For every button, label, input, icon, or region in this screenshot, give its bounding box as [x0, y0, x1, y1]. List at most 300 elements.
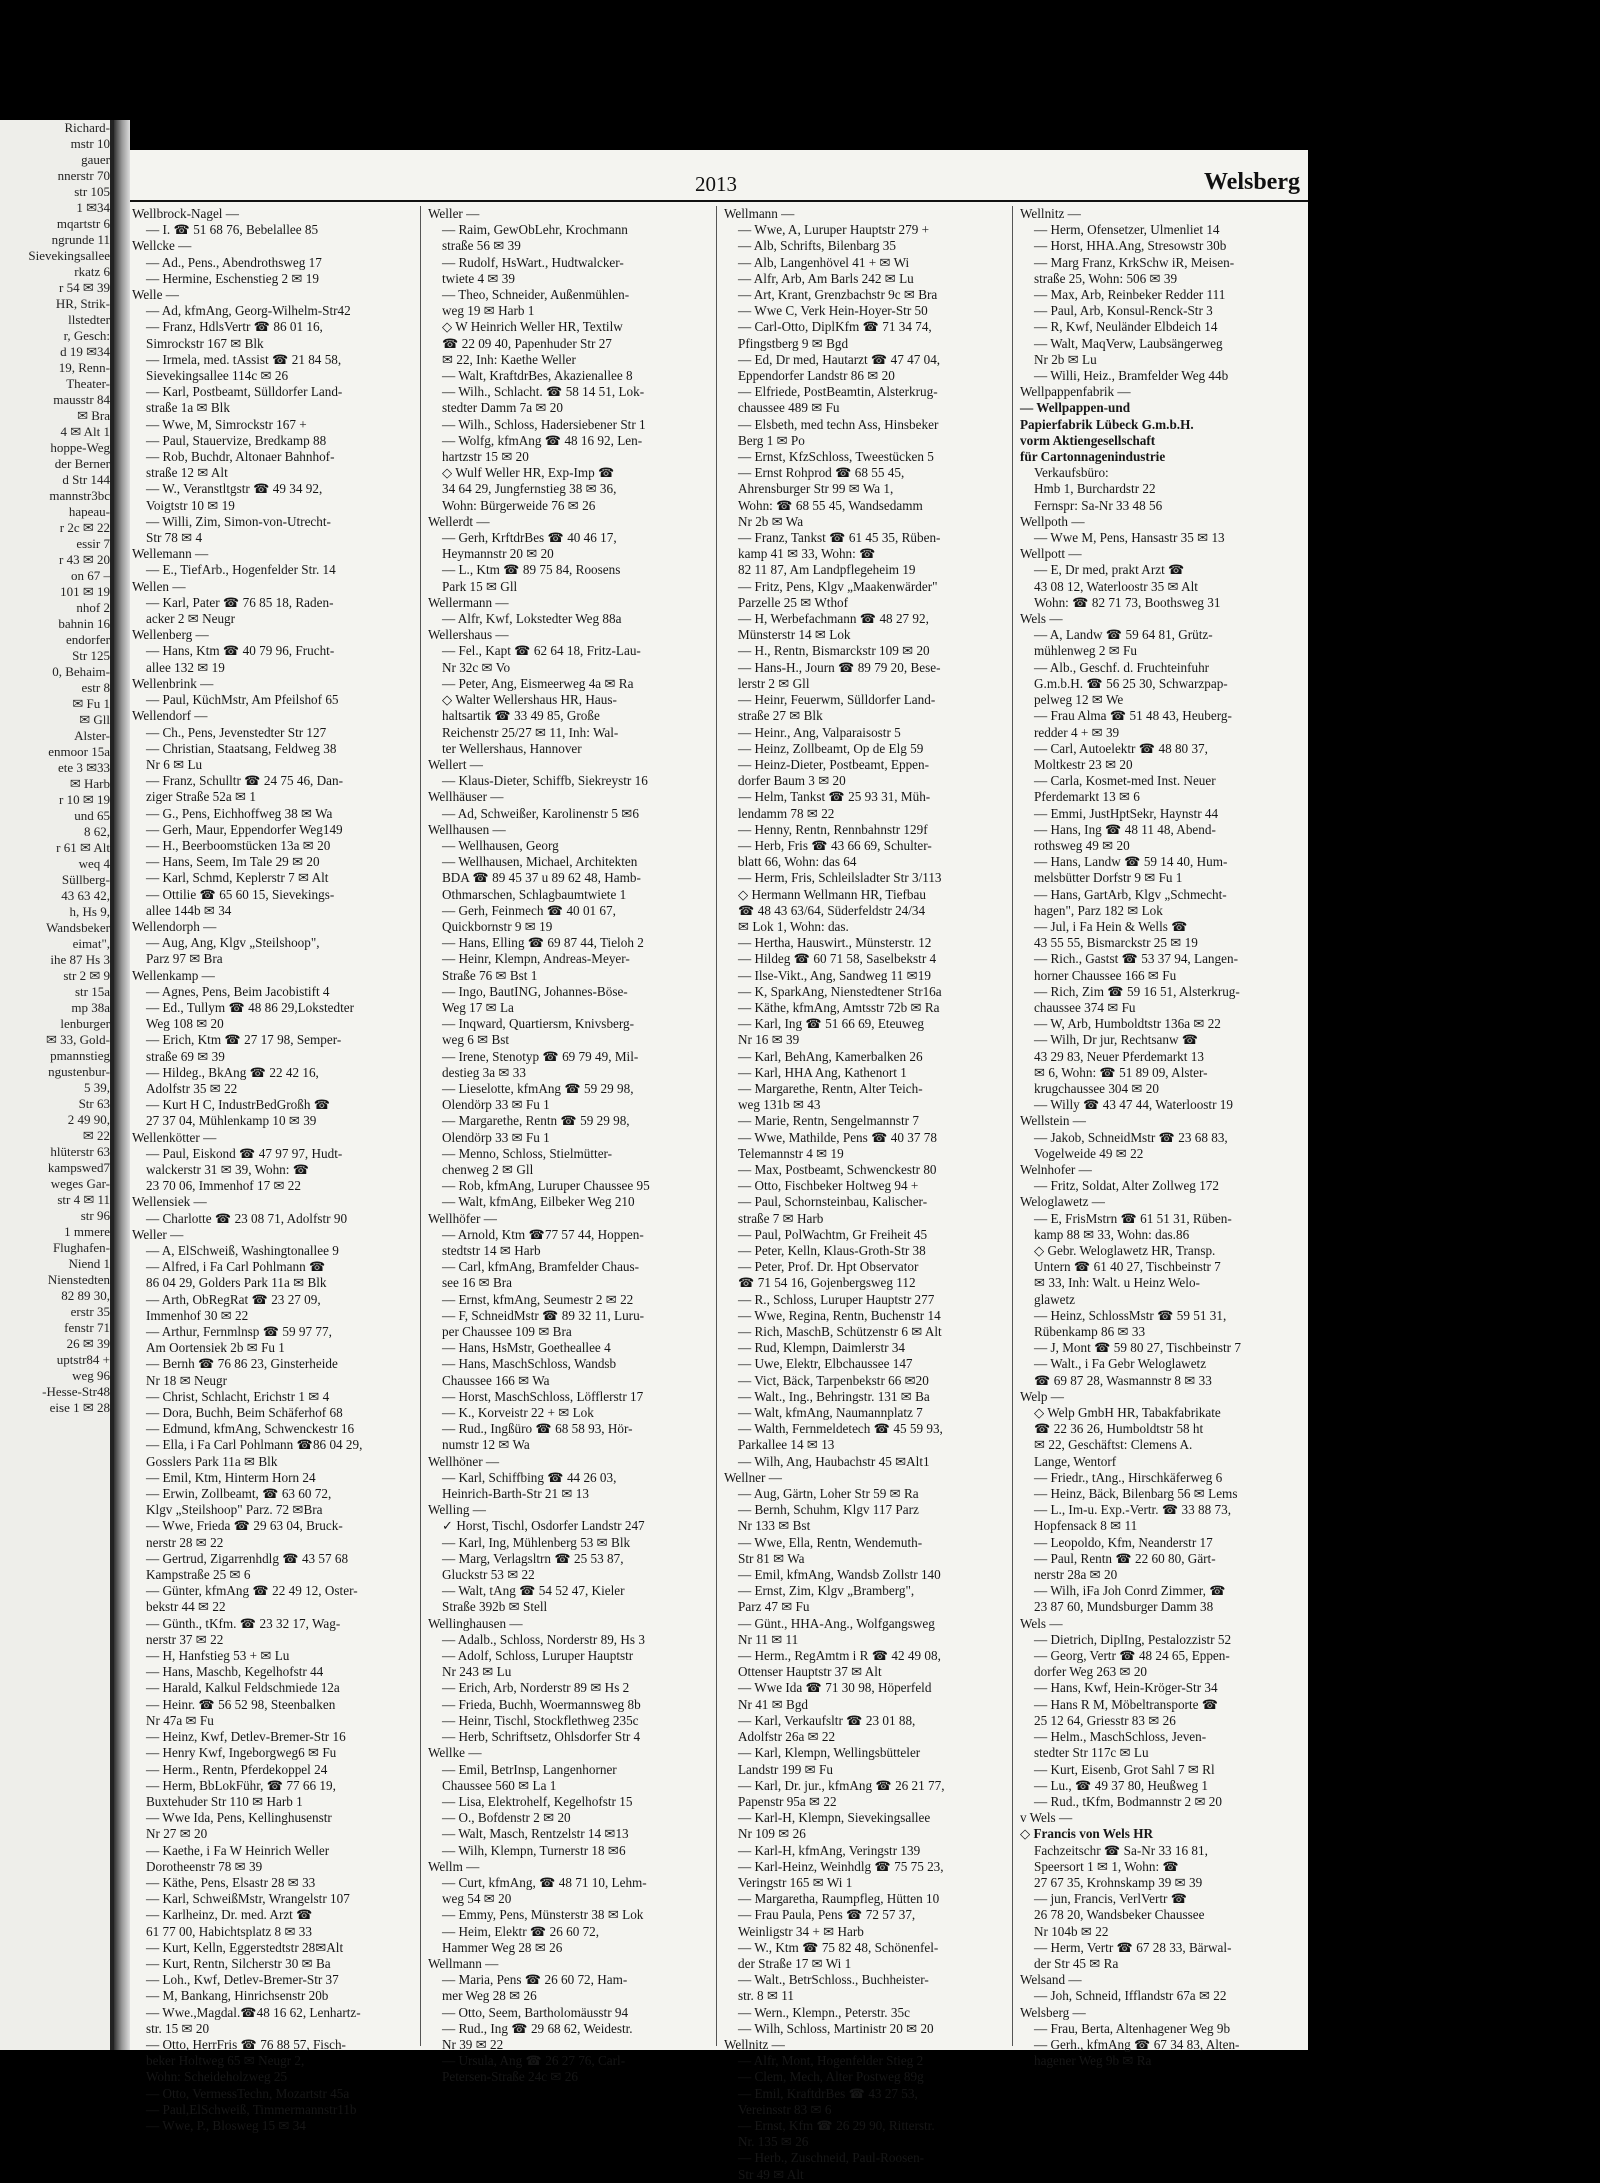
directory-entry: Eppendorfer Landstr 86 ✉ 20 — [738, 368, 895, 384]
directory-entry: acker 2 ✉ Neugr — [146, 611, 236, 627]
directory-entry: blatt 66, Wohn: das 64 — [738, 854, 857, 870]
directory-entry: hagener Weg 9b ✉ Ra — [1034, 2053, 1152, 2069]
directory-entry: — M, Bankang, Hinrichsenstr 20b — [146, 1988, 329, 2004]
directory-entry: — Lu., ☎ 49 37 80, Heußweg 1 — [1034, 1777, 1208, 1793]
directory-entry: chenweg 2 ✉ Gll — [442, 1161, 534, 1177]
directory-entry: — Erich, Ktm ☎ 27 17 98, Semper- — [146, 1032, 342, 1048]
directory-entry: — Hans, Seem, Im Tale 29 ✉ 20 — [146, 854, 320, 870]
directory-entry: str. 8 ✉ 11 — [738, 1988, 794, 2004]
left-page-fragment: ngustenbur- — [48, 1064, 110, 1079]
surname-heading: v Wels — — [1020, 1810, 1073, 1826]
left-page-fragment: Niend 1 — [68, 1256, 110, 1271]
surname-heading: Weller — — [428, 206, 480, 221]
directory-entry: — Ella, i Fa Carl Pohlmann ☎86 04 29, — [146, 1437, 363, 1453]
directory-entry: für Cartonnagenindustrie — [1020, 449, 1166, 465]
directory-entry: — Otto, VermessTechn, Mozartstr 45a — [146, 2085, 350, 2101]
directory-entry: — Carla, Kosmet-med Inst. Neuer — [1034, 773, 1216, 789]
directory-entry: — W., Veranstltgstr ☎ 49 34 92, — [146, 481, 323, 497]
directory-entry: — Karl, Ing, Mühlenberg 53 ✉ Blk — [442, 1534, 631, 1550]
left-page-fragment: on 67 – — [71, 568, 110, 583]
directory-entry: — Raim, GewObLehr, Krochmann — [442, 222, 628, 238]
directory-entry: — Käthe, Pens, Elsastr 28 ✉ 33 — [146, 1874, 316, 1890]
left-page-fragment: ihe 87 Hs 3 — [50, 952, 110, 967]
left-page-fragment: 43 63 42, — [61, 888, 110, 903]
directory-entry: rothsweg 49 ✉ 20 — [1034, 837, 1130, 853]
directory-entry: ☎ 69 87 28, Wasmannstr 8 ✉ 33 — [1034, 1372, 1212, 1388]
directory-entry: — Karl, Klempn, Wellingsbütteler — [738, 1745, 921, 1761]
left-page-fragment: erstr 35 — [70, 1304, 110, 1319]
directory-entry: — Adolf, Schloss, Luruper Hauptstr — [442, 1648, 634, 1664]
directory-entry: Fernspr: Sa-Nr 33 48 56 — [1034, 497, 1163, 513]
directory-entry: — Paul, Arb, Konsul-Renck-Str 3 — [1034, 303, 1213, 319]
directory-entry: — Walt, kfmAng, Eilbeker Weg 210 — [442, 1194, 635, 1210]
directory-entry: weg 19 ✉ Harb 1 — [442, 303, 535, 319]
directory-entry: — Heinr. ☎ 56 52 98, Steenbalken — [146, 1696, 336, 1712]
directory-entry: — Fritz, Soldat, Alter Zollweg 172 — [1034, 1178, 1219, 1194]
directory-entry: Wohn: Bürgerweide 76 ✉ 26 — [442, 497, 596, 513]
directory-entry: ✉ 22, Geschäftst: Clemens A. — [1034, 1437, 1193, 1453]
page-header — [130, 160, 1308, 202]
directory-entry: Immenhof 30 ✉ 22 — [146, 1307, 249, 1323]
left-page-fragment: ✉ Fu 1 — [72, 696, 110, 711]
directory-entry: Papierfabrik Lübeck G.m.b.H. — [1020, 416, 1194, 432]
directory-entry: Adolfstr 35 ✉ 22 — [146, 1080, 238, 1096]
directory-entry: — Peter, Ang, Eismeerweg 4a ✉ Ra — [442, 675, 634, 691]
directory-entry: — Maria, Pens ☎ 26 60 72, Ham- — [442, 1972, 628, 1988]
directory-entry: — H., Rentn, Bismarckstr 109 ✉ 20 — [738, 643, 930, 659]
directory-entry: — Karl, Pater ☎ 76 85 18, Raden- — [146, 594, 334, 610]
directory-entry: — Kurt, Kelln, Eggerstedtstr 28✉Alt — [146, 1939, 344, 1955]
surname-heading: Wellbrock-Nagel — — [132, 206, 239, 221]
left-page-fragment: rkatz 6 — [74, 264, 110, 279]
directory-entry: ✉ 22, Inh: Kaethe Weller — [442, 351, 576, 367]
directory-entry: — Kurt, Eisenb, Grot Sahl 7 ✉ Rl — [1034, 1761, 1215, 1777]
left-page-fragment: str 15a — [74, 984, 110, 999]
directory-entry: — Karl-H, kfmAng, Veringstr 139 — [738, 1842, 921, 1858]
left-page-fragment: h, Hs 9, — [69, 904, 110, 919]
directory-entry: — Paul, Rentn ☎ 22 60 80, Gärt- — [1034, 1550, 1216, 1566]
left-page-fragment: enmoor 15a — [48, 744, 110, 759]
directory-entry: Nr 104b ✉ 22 — [1034, 1923, 1109, 1939]
directory-entry: — Ernst, KfzSchloss, Tweestücken 5 — [738, 449, 934, 465]
directory-entry: — Leopoldo, Kfm, Neanderstr 17 — [1034, 1534, 1213, 1550]
directory-entry: Rübenkamp 86 ✉ 33 — [1034, 1324, 1146, 1340]
directory-entry: — Fel., Kapt ☎ 62 64 18, Fritz-Lau- — [442, 643, 641, 659]
directory-entry: Verkaufsbüro: — [1034, 465, 1109, 481]
directory-entry: — Willi, Zim, Simon-von-Utrecht- — [146, 513, 331, 529]
directory-entry: — Rud., Ing ☎ 29 68 62, Weidestr. — [442, 2020, 633, 2036]
directory-page — [130, 150, 1308, 2182]
surname-heading: Wellhöfer — — [428, 1210, 497, 1226]
directory-entry: numstr 12 ✉ Wa — [442, 1437, 530, 1453]
directory-entry: — Emil, kfmAng, Wandsb Zollstr 140 — [738, 1567, 941, 1583]
left-page-fragment: essir 7 — [76, 536, 110, 551]
running-head: Welsberg — [1204, 169, 1300, 195]
directory-entry: — Inqward, Quartiersm, Knivsberg- — [442, 1016, 635, 1032]
directory-entry: — Alfr, Arb, Am Barls 242 ✉ Lu — [738, 270, 914, 286]
directory-entry: — H, Werbefachmann ☎ 48 27 92, — [738, 611, 929, 627]
directory-entry: — Wilh, Ang, Haubachstr 45 ✉Alt1 — [738, 1453, 930, 1469]
directory-entry: — G., Pens, Eichhoffweg 38 ✉ Wa — [146, 805, 333, 821]
left-page-fragment: r 43 ✉ 20 — [59, 552, 110, 567]
directory-entry: — Karl-H, Klempn, Sievekingsallee — [738, 1810, 931, 1826]
directory-entry: Quickbornstr 9 ✉ 19 — [442, 918, 553, 934]
directory-entry: — Wwe, Mathilde, Pens ☎ 40 37 78 — [738, 1129, 937, 1145]
directory-entry: Str 49 ✉ Alt — [738, 2166, 804, 2182]
directory-entry: Wohn: Scheideholzweg 25 — [146, 2069, 288, 2085]
directory-entry: dorfer Baum 3 ✉ 20 — [738, 773, 846, 789]
directory-entry: see 16 ✉ Bra — [442, 1275, 513, 1291]
left-page-fragment: mannstr3bc — [49, 488, 110, 503]
directory-entry: — Irmela, med. tAssist ☎ 21 84 58, — [146, 351, 342, 367]
directory-entry: — Hertha, Hauswirt., Münsterstr. 12 — [738, 935, 932, 951]
directory-entry: — Peter, Kelln, Klaus-Groth-Str 38 — [738, 1243, 926, 1258]
directory-entry: — Erich, Arb, Norderstr 89 ✉ Hs 2 — [442, 1680, 630, 1696]
directory-entry: mühlenweg 2 ✉ Fu — [1034, 643, 1137, 659]
directory-entry: — Joh, Schneid, Ifflandstr 67a ✉ 22 — [1034, 1988, 1227, 2004]
directory-entry: — Agnes, Pens, Beim Jacobistift 4 — [146, 983, 330, 999]
directory-entry: — Arth, ObRegRat ☎ 23 27 09, — [146, 1291, 321, 1307]
directory-entry: weg 6 ✉ Bst — [442, 1032, 510, 1048]
surname-heading: Wellke — — [428, 1745, 482, 1761]
left-page-edge — [0, 120, 114, 2050]
directory-entry: 23 70 06, Immenhof 17 ✉ 22 — [146, 1178, 301, 1194]
directory-entry: — Rob, kfmAng, Luruper Chaussee 95 — [442, 1178, 650, 1194]
directory-entry: Nr 47a ✉ Fu — [146, 1712, 214, 1728]
surname-heading: Wellenbrink — — [132, 675, 214, 691]
directory-entry: — Wwe Ida ☎ 71 30 98, Höperfeld — [738, 1680, 932, 1696]
surname-heading: Wellerdt — — [428, 513, 490, 529]
directory-entry: — Carl-Otto, DiplKfm ☎ 71 34 74, — [738, 319, 932, 335]
directory-entry: — Karl, Schiffbing ☎ 44 26 03, — [442, 1469, 617, 1485]
directory-entry: Münsterstr 14 ✉ Lok — [738, 627, 851, 643]
left-page-fragment: uptstr84 + — [56, 1352, 110, 1367]
directory-entry: Weg 108 ✉ 20 — [146, 1016, 224, 1032]
directory-entry: straße 7 ✉ Harb — [738, 1210, 824, 1226]
directory-entry: — Bernh, Schuhm, Klgv 117 Parz — [738, 1502, 919, 1518]
directory-entry: — Hans-H., Journ ☎ 89 79 20, Bese- — [738, 659, 941, 675]
left-page-fragment: 4 ✉ Alt 1 — [60, 424, 110, 439]
directory-entry: — Paul, Schornsteinbau, Kalischer- — [738, 1194, 928, 1210]
directory-entry: — Wilh., Schlacht. ☎ 58 14 51, Lok- — [442, 384, 645, 400]
directory-entry: — Wwe.,Magdal.☎48 16 62, Lenhartz- — [146, 2004, 361, 2020]
directory-entry: 25 12 64, Griesstr 83 ✉ 26 — [1034, 1712, 1176, 1728]
directory-entry: dorfer Weg 263 ✉ 20 — [1034, 1664, 1148, 1680]
directory-entry: — Bernh ☎ 76 86 23, Ginsterheide — [146, 1356, 338, 1372]
directory-entry: — Margarethe, Rentn ☎ 59 29 98, — [442, 1113, 630, 1129]
directory-entry: Nr 2b ✉ Lu — [1034, 351, 1097, 367]
directory-entry: straße 12 ✉ Alt — [146, 465, 228, 481]
left-page-fragment: ✉ Gll — [79, 712, 110, 727]
directory-entry: Voigtstr 10 ✉ 19 — [146, 497, 235, 513]
directory-column-3 — [724, 206, 996, 2182]
directory-entry: straße 1a ✉ Blk — [146, 400, 230, 416]
directory-entry: straße 56 ✉ 39 — [442, 238, 521, 254]
left-page-fragment: Wandsbeker — [46, 920, 110, 935]
directory-entry: — Alb, Schrifts, Bilenbarg 35 — [738, 238, 896, 254]
directory-entry: — Edmund, kfmAng, Schwenckestr 16 — [146, 1421, 355, 1437]
directory-entry: Chaussee 166 ✉ Wa — [442, 1372, 550, 1388]
directory-entry: — Walt, kfmAng, Naumannplatz 7 — [738, 1405, 923, 1421]
page-number: 2013 — [695, 172, 737, 196]
directory-entry: — Heinz, Zollbeamt, Op de Elg 59 — [738, 740, 924, 756]
directory-entry: Hmb 1, Burchardstr 22 — [1034, 481, 1156, 497]
directory-entry: ter Wellershaus, Hannover — [442, 740, 582, 756]
directory-entry: Dorotheenstr 78 ✉ 39 — [146, 1858, 263, 1874]
directory-entry: Reichenstr 25/27 ✉ 11, Inh: Wal- — [442, 724, 619, 740]
surname-heading: Wellensiek — — [132, 1194, 207, 1210]
directory-entry: — Emil, BetrInsp, Langenhorner — [442, 1761, 617, 1777]
directory-entry: redder 4 + ✉ 39 — [1034, 724, 1120, 740]
directory-entry: Hopfensack 8 ✉ 11 — [1034, 1518, 1138, 1534]
directory-entry: — Willi, Heiz., Bramfelder Weg 44b — [1034, 368, 1229, 384]
directory-entry: — Marg, Verlagsltrn ☎ 25 53 87, — [442, 1550, 624, 1566]
left-page-fragment: mp 38a — [71, 1000, 110, 1015]
directory-entry: — Jakob, SchneidMstr ☎ 23 68 83, — [1034, 1129, 1228, 1145]
directory-entry: — Walt, KraftdrBes, Akazienallee 8 — [442, 368, 633, 384]
directory-entry: pelweg 12 ✉ We — [1034, 692, 1124, 708]
directory-entry: — L., Ktm ☎ 89 75 84, Roosens — [442, 562, 621, 578]
left-page-fragment: der Berner — [54, 456, 110, 471]
directory-entry: lerstr 2 ✉ Gll — [738, 675, 810, 691]
directory-entry: ✓ Horst, Tischl, Osdorfer Landstr 247 — [442, 1518, 645, 1534]
directory-entry: — Günt., HHA-Ang., Wolfgangsweg — [738, 1615, 935, 1631]
directory-entry: — Käthe, kfmAng, Amtsstr 72b ✉ Ra — [738, 999, 940, 1015]
directory-entry: ✉ 6, Wohn: ☎ 51 89 09, Alster- — [1034, 1064, 1208, 1080]
directory-entry: — Ch., Pens, Jevenstedter Str 127 — [146, 724, 327, 740]
directory-entry: der Str 45 ✉ Ra — [1034, 1955, 1119, 1971]
directory-entry: ✉ 33, Inh: Walt. u Heinz Welo- — [1034, 1275, 1200, 1291]
directory-entry: Berg 1 ✉ Po — [738, 432, 805, 448]
directory-entry: — Emil, Ktm, Hinterm Horn 24 — [146, 1469, 316, 1485]
directory-entry: Parkallee 14 ✉ 13 — [738, 1437, 835, 1453]
directory-entry: — Karl, BehAng, Kamerbalken 26 — [738, 1048, 923, 1064]
directory-entry: — Wilh, Schloss, Martinistr 20 ✉ 20 — [738, 2020, 934, 2036]
directory-entry: — Herm., Rentn, Pferdekoppel 24 — [146, 1761, 328, 1777]
directory-entry: — Gerh, Feinmech ☎ 40 01 67, — [442, 902, 616, 918]
surname-heading: Weloglawetz — — [1020, 1194, 1105, 1210]
directory-entry: — Carl, Autoelektr ☎ 48 80 37, — [1034, 740, 1208, 756]
directory-entry: — Marie, Rentn, Sengelmannstr 7 — [738, 1113, 919, 1129]
directory-entry: 23 87 60, Mundsburger Damm 38 — [1034, 1599, 1214, 1615]
directory-entry: Straße 76 ✉ Bst 1 — [442, 967, 538, 983]
directory-entry: — Wwe, Regina, Rentn, Buchenstr 14 — [738, 1307, 941, 1323]
surname-heading: Wellhausen — — [428, 821, 506, 837]
directory-entry: kamp 88 ✉ 33, Wohn: das.86 — [1034, 1226, 1190, 1242]
left-page-fragment: gauer — [81, 152, 110, 167]
surname-heading: Wellendorf — — [132, 708, 208, 724]
left-page-fragment: 1 ✉34 — [76, 200, 110, 215]
left-page-fragment: und 65 — [74, 808, 110, 823]
directory-entry: — Hildeg ☎ 60 71 58, Saselbekstr 4 — [738, 951, 937, 967]
surname-heading: Wellmann — — [724, 206, 795, 221]
directory-entry: stedter Str 117c ✉ Lu — [1034, 1745, 1149, 1761]
directory-entry: — Ursula, Ang ☎ 26 27 76, Carl- — [442, 2053, 626, 2069]
directory-entry: ☎ 71 54 16, Gojenbergsweg 112 — [738, 1275, 916, 1291]
directory-entry: — Wilh, Klempn, Turnerstr 18 ✉6 — [442, 1842, 626, 1858]
directory-entry: Nr 133 ✉ Bst — [738, 1518, 811, 1534]
left-page-fragment: r 61 ✉ Alt — [56, 840, 110, 855]
directory-entry: — Wellhausen, Michael, Architekten — [442, 854, 638, 870]
directory-entry: 27 37 04, Mühlenkamp 10 ✉ 39 — [146, 1113, 317, 1129]
directory-entry: — Arthur, Fernmlnsp ☎ 59 97 77, — [146, 1324, 332, 1340]
directory-entry: ✉ Lok 1, Wohn: das. — [738, 918, 849, 934]
directory-entry: — Marg Franz, KrkSchw iR, Meisen- — [1034, 254, 1235, 270]
directory-entry: — Ernst, Zim, Klgv „Bramberg", — [738, 1583, 915, 1599]
surname-heading: Wellpott — — [1020, 546, 1082, 562]
directory-entry: Adolfstr 26a ✉ 22 — [738, 1729, 836, 1745]
directory-entry: — Ernst, kfmAng, Seumestr 2 ✉ 22 — [442, 1291, 634, 1307]
directory-entry: — Erwin, Zollbeamt, ☎ 63 60 72, — [146, 1486, 332, 1502]
surname-heading: Wellhöner — — [428, 1453, 500, 1469]
directory-entry: — Wwe, A, Luruper Hauptstr 279 + — [738, 222, 930, 238]
directory-entry: — Wellhausen, Georg — [442, 837, 559, 853]
directory-entry: — Wwe, Frieda ☎ 29 63 04, Bruck- — [146, 1518, 343, 1534]
directory-entry: — Clem, Mech, Alter Postweg 89g — [738, 2069, 924, 2085]
directory-entry: — Wellpappen-und — [1020, 400, 1131, 416]
directory-entry: — F, SchneidMstr ☎ 89 32 11, Luru- — [442, 1307, 645, 1323]
directory-entry: weg 131b ✉ 43 — [738, 1097, 821, 1113]
directory-entry: — H., Beerboomstücken 13a ✉ 20 — [146, 837, 331, 853]
left-page-fragment: r 2c ✉ 22 — [59, 520, 110, 535]
left-page-fragment: weges Gar- — [50, 1176, 110, 1191]
left-page-fragment: eimat", — [72, 936, 110, 951]
directory-entry: — Herm, Vertr ☎ 67 28 33, Bärwal- — [1034, 1939, 1232, 1955]
left-page-fragment: 82 89 30, — [61, 1288, 110, 1303]
directory-entry: — Otto, HerrFris ☎ 76 88 57, Fisch- — [146, 2036, 346, 2052]
directory-entry: ◇ Welp GmbH HR, Tabakfabrikate — [1034, 1405, 1221, 1421]
directory-entry: — Heinz, SchlossMstr ☎ 59 51 31, — [1034, 1307, 1227, 1323]
directory-entry: — Curt, kfmAng, ☎ 48 71 10, Lehm- — [442, 1874, 647, 1890]
directory-entry: — Peter, Prof. Dr. Hpt Observator — [738, 1259, 919, 1275]
directory-entry: Olendörp 33 ✉ Fu 1 — [442, 1097, 550, 1113]
surname-heading: Weller — — [132, 1226, 184, 1242]
directory-entry: — Heinr., Ang, Valparaisostr 5 — [738, 724, 901, 740]
directory-entry: — A, Landw ☎ 59 64 81, Grütz- — [1034, 627, 1213, 643]
directory-entry: — Hans, Maschb, Kegelhofstr 44 — [146, 1664, 324, 1680]
directory-entry: — Harald, Kalkul Feldschmiede 12a — [146, 1680, 340, 1696]
directory-entry: — Otto, Seem, Bartholomäusstr 94 — [442, 2004, 629, 2020]
surname-heading: Wellner — — [724, 1469, 782, 1485]
directory-entry: — Vict, Bäck, Tarpenbekstr 66 ✉20 — [738, 1372, 929, 1388]
directory-entry: — Ad, Schweißer, Karolinenstr 5 ✉6 — [442, 805, 639, 821]
directory-entry: — Alb., Geschf. d. Fruchteinfuhr — [1034, 659, 1210, 675]
directory-entry: Petersen-Straße 24c ✉ 26 — [442, 2069, 578, 2085]
directory-entry: — Gerh, Maur, Eppendorfer Weg149 — [146, 821, 343, 837]
directory-entry: — Heinr, Klempn, Andreas-Meyer- — [442, 951, 630, 967]
surname-heading: Welp — — [1020, 1388, 1064, 1404]
directory-entry: — Ernst Rohprod ☎ 68 55 45, — [738, 465, 905, 481]
directory-entry: — Frau Paula, Pens ☎ 72 57 37, — [738, 1907, 916, 1923]
directory-entry: — Hildeg., BkAng ☎ 22 42 16, — [146, 1064, 319, 1080]
left-page-fragment: Str 125 — [72, 648, 110, 663]
directory-entry: lendamm 78 ✉ 22 — [738, 805, 835, 821]
directory-entry: — O., Bofdenstr 2 ✉ 20 — [442, 1810, 571, 1826]
directory-entry: — Walt, Masch, Rentzelstr 14 ✉13 — [442, 1826, 629, 1842]
directory-entry: krugchaussee 304 ✉ 20 — [1034, 1080, 1159, 1096]
surname-heading: Wellendorph — — [132, 918, 217, 934]
directory-entry: — Theo, Schneider, Außenmühlen- — [442, 287, 630, 303]
directory-entry: — Kaethe, i Fa W Heinrich Weller — [146, 1842, 330, 1858]
directory-entry: — Hans, Landw ☎ 59 14 40, Hum- — [1034, 854, 1228, 870]
directory-entry: — Paul, KüchMstr, Am Pfeilshof 65 — [146, 692, 339, 708]
directory-entry: Nr 2b ✉ Wa — [738, 513, 804, 529]
left-page-fragment: mqartstr 6 — [56, 216, 110, 231]
directory-entry: — Hans, HsMstr, Goetheallee 4 — [442, 1340, 611, 1356]
book-gutter — [114, 120, 130, 2050]
directory-entry: — Irene, Stenotyp ☎ 69 79 49, Mil- — [442, 1048, 639, 1064]
directory-entry: — Rich, MaschB, Schützenstr 6 ✉ Alt — [738, 1324, 942, 1340]
directory-entry: Vogelweide 49 ✉ 22 — [1034, 1145, 1144, 1161]
directory-entry: — Herb., Zuschneid, Paul-Roosen- — [738, 2150, 925, 2166]
directory-entry: 86 04 29, Golders Park 11a ✉ Blk — [146, 1275, 327, 1291]
directory-entry: — Walt, tAng ☎ 54 52 47, Kieler — [442, 1583, 625, 1599]
left-page-fragment: 19, Renn- — [58, 360, 110, 375]
directory-entry: — Emmi, JustHptSekr, Haynstr 44 — [1034, 805, 1219, 821]
directory-entry: ◇ Walter Wellershaus HR, Haus- — [442, 692, 617, 708]
directory-entry: — Christian, Staatsang, Feldweg 38 — [146, 740, 337, 756]
directory-entry: ☎ 22 09 40, Papenhuder Str 27 — [442, 335, 612, 351]
left-page-fragment: ✉ Harb — [69, 776, 110, 791]
directory-entry: Simrockstr 167 ✉ Blk — [146, 335, 264, 351]
directory-entry: 34 64 29, Jungfernstieg 38 ✉ 36, — [442, 481, 617, 497]
directory-entry: — Heinz, Bäck, Bilenbarg 56 ✉ Lems — [1034, 1486, 1238, 1502]
surname-heading: Wellcke — — [132, 238, 192, 254]
directory-entry: Str 81 ✉ Wa — [738, 1550, 805, 1566]
directory-entry: — Paul,ElSchweiß, Timmermannstr11b — [146, 2101, 357, 2117]
directory-entry: Ottenser Hauptstr 37 ✉ Alt — [738, 1664, 882, 1680]
directory-entry: Kampstraße 25 ✉ 6 — [146, 1567, 251, 1583]
directory-entry: Buxtehuder Str 110 ✉ Harb 1 — [146, 1793, 303, 1809]
directory-entry: Veringstr 165 ✉ Wi 1 — [738, 1874, 853, 1890]
left-page-fragment: kampswed7 — [47, 1160, 110, 1175]
directory-entry: — Ad, kfmAng, Georg-Wilhelm-Str42 — [146, 303, 351, 319]
directory-entry: Weinligstr 34 + ✉ Harb — [738, 1923, 864, 1939]
directory-entry: Landstr 199 ✉ Fu — [738, 1761, 833, 1777]
directory-entry: 61 77 00, Habichtsplatz 8 ✉ 33 — [146, 1923, 312, 1939]
left-page-fragment: weq 4 — [78, 856, 110, 871]
directory-entry: — Franz, HdlsVertr ☎ 86 01 16, — [146, 319, 323, 335]
left-page-fragment: Sievekingsallee — [28, 248, 110, 263]
directory-entry: — Alfr, Kwf, Lokstedter Weg 88a — [442, 611, 622, 627]
directory-entry: — Lisa, Elektrohelf, Kegelhofstr 15 — [442, 1793, 633, 1809]
left-page-fragment: nnerstr 70 — [57, 168, 110, 183]
directory-entry: ziger Straße 52a ✉ 1 — [146, 789, 256, 805]
directory-entry: — Henry Kwf, Ingeborgweg6 ✉ Fu — [146, 1745, 337, 1761]
directory-entry: — W., Ktm ☎ 75 82 48, Schönenfel- — [738, 1939, 939, 1955]
directory-entry: — Emil, KraftdrBes ☎ 43 27 53, — [738, 2085, 918, 2101]
left-page-fragment: -Hesse-Str48 — [42, 1384, 110, 1399]
directory-entry: — Karl, Postbeamt, Sülldorfer Land- — [146, 384, 343, 400]
directory-entry: ◇ Hermann Wellmann HR, Tiefbau — [738, 886, 926, 902]
surname-heading: Welle — — [132, 287, 179, 303]
directory-entry: — Rich, Zim ☎ 59 16 51, Alsterkrug- — [1034, 983, 1240, 999]
directory-entry: destieg 3a ✉ 33 — [442, 1064, 526, 1080]
directory-entry: mer Weg 28 ✉ 26 — [442, 1988, 537, 2004]
directory-entry: — Wilh, Dr jur, Rechtsanw ☎ — [1034, 1032, 1199, 1048]
directory-entry: Othmarschen, Schlagbaumtwiete 1 — [442, 886, 627, 902]
directory-column-2 — [428, 206, 700, 2085]
left-page-fragment: mausstr 84 — [53, 392, 110, 407]
directory-entry: — Hermine, Eschenstieg 2 ✉ 19 — [146, 270, 319, 286]
directory-entry: per Chaussee 109 ✉ Bra — [442, 1324, 572, 1340]
surname-heading: Wellert — — [428, 756, 483, 772]
left-page-fragment: 5 39, — [84, 1080, 110, 1095]
directory-entry: — Ernst, Kfm ☎ 26 29 90, Ritterstr. — [738, 2117, 935, 2133]
directory-entry: — Karl-Heinz, Weinhdlg ☎ 75 75 23, — [738, 1858, 944, 1874]
left-page-fragment: Richard- — [64, 120, 110, 135]
directory-entry: melsbütter Dorfstr 9 ✉ Fu 1 — [1034, 870, 1183, 886]
